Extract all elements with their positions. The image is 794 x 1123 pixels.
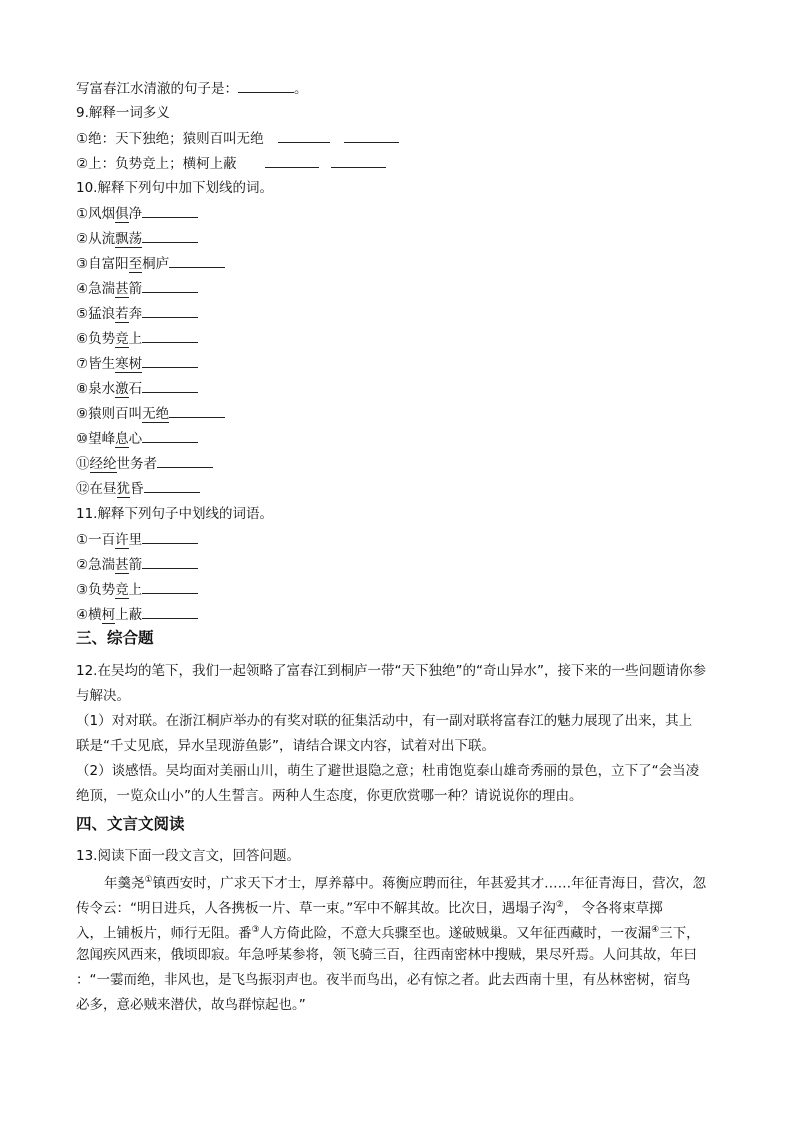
underlined-word: 柯: [101, 607, 116, 623]
item-text: ②上：负势竞上；横柯上蔽: [76, 156, 237, 172]
list-item: [76, 353, 198, 374]
question-13-intro: 13.阅读下面一段文言文，回答问题。: [76, 848, 300, 864]
answer-blank[interactable]: [142, 303, 198, 318]
item-suffix: 昏: [130, 481, 144, 497]
underlined-word: 甚: [115, 281, 129, 297]
list-item: [76, 228, 198, 249]
item-prefix: ③自富阳: [76, 256, 129, 272]
item-prefix: ④急湍: [76, 281, 116, 297]
list-item: [76, 579, 198, 600]
question-12-part-2-b: 绝顶，一览众山小”的人生誓言。两种人生态度，你更欣赏哪一种？请说说你的理由。: [76, 788, 583, 804]
list-item: [76, 328, 198, 349]
answer-blank[interactable]: [142, 604, 198, 619]
answer-blank[interactable]: [142, 554, 198, 569]
question-12-intro-2: 与解决。: [76, 688, 130, 704]
item-prefix: ⑪: [76, 456, 90, 472]
item-suffix: 桐庐: [142, 256, 170, 272]
passage-line-3: [76, 920, 700, 944]
list-item: [76, 554, 198, 575]
passage-text: 入，上铺板片，师行无阻。番: [76, 925, 252, 942]
footnote-marker: ③: [251, 925, 260, 935]
item-suffix: 净: [128, 206, 143, 222]
list-item: [76, 253, 225, 274]
item-prefix: ⑫在昼: [76, 481, 117, 497]
item-suffix: 上: [128, 331, 143, 347]
question-12-intro-1: 12.在吴均的笔下，我们一起领略了富春江到桐庐一带“天下独绝”的“奇山异水”，接下来的一些问题请你参: [76, 663, 706, 679]
question-9-item-1: [76, 128, 399, 149]
item-suffix: 箭: [128, 557, 143, 573]
item-suffix: 上蔽: [115, 607, 143, 623]
list-item: [76, 428, 198, 449]
footnote-marker: ②: [555, 900, 564, 910]
list-item: [76, 403, 225, 424]
underlined-word: 竞: [115, 331, 129, 347]
item-prefix: ⑩望峰: [76, 431, 116, 447]
question-12-part-1-a: （1）对对联。在浙江桐庐举办的有奖对联的征集活动中，有一副对联将富春江的魅力展现了出来，其上: [76, 713, 693, 729]
question-12-part-1-b: 联是“千丈见底，异水呈现游鱼影”，请结合课文内容，试着对出下联。: [76, 738, 495, 754]
underlined-word: 寒树: [115, 356, 143, 372]
underlined-word: 若: [115, 306, 129, 322]
list-item: [76, 478, 200, 499]
passage-text: 年羹尧: [104, 875, 145, 892]
section-heading-4: 四、文言文阅读: [76, 815, 185, 833]
item-prefix: ③负势: [76, 582, 116, 598]
item-prefix: ④横: [76, 607, 102, 623]
underlined-word: 激: [115, 381, 129, 397]
item-suffix: 上: [128, 582, 143, 598]
passage-line-2: [76, 895, 663, 919]
answer-blank[interactable]: [278, 128, 330, 143]
item-suffix: 奔: [128, 306, 143, 322]
answer-blank[interactable]: [142, 428, 198, 443]
answer-blank[interactable]: [157, 453, 213, 468]
answer-blank[interactable]: [238, 78, 294, 93]
list-item: [76, 203, 198, 224]
list-item: [76, 378, 198, 399]
footnote-marker: ①: [144, 875, 153, 885]
passage-text: 人方倚此险，不意大兵骤至也。遂破贼巢。又年征西藏时，一夜漏: [259, 925, 652, 942]
item-prefix: ②急湍: [76, 557, 116, 573]
prompt-text: 写富春江水清澈的句子是：: [76, 81, 238, 97]
item-prefix: ⑦皆生: [76, 356, 116, 372]
underlined-word: 无绝: [142, 406, 170, 422]
item-suffix: 箭: [128, 281, 143, 297]
list-item: [76, 529, 198, 550]
passage-line-4: 忽闻疾风西来，俄顷即寂。年急呼某参将，领飞骑三百，往西南密林中搜贼，果尽歼焉。人问其故，年曰: [76, 947, 697, 963]
item-suffix: 里: [128, 532, 143, 548]
item-prefix: ②从流: [76, 231, 116, 247]
passage-text: 镇西安时，广求天下才士，厚养幕中。蒋衡应聘而往，年甚爱其才……年征青海日，营次，忽: [152, 875, 707, 892]
item-suffix: 石: [128, 381, 143, 397]
list-item: [76, 453, 213, 474]
underlined-word: 许: [115, 532, 129, 548]
answer-blank[interactable]: [142, 529, 198, 544]
underlined-word: 犹: [116, 481, 130, 497]
item-prefix: ①风烟: [76, 206, 116, 222]
question-9-title: 9.解释一词多义: [76, 105, 170, 121]
answer-blank[interactable]: [142, 228, 198, 243]
underlined-word: 俱: [115, 206, 129, 222]
passage-line-1: [104, 870, 706, 894]
fill-line-clear-water: [76, 78, 308, 99]
answer-blank[interactable]: [265, 153, 319, 168]
question-9-item-2: [76, 153, 386, 174]
item-prefix: ⑧泉水: [76, 381, 116, 397]
answer-blank[interactable]: [169, 253, 225, 268]
underlined-word: 竞: [115, 582, 129, 598]
period: 。: [294, 81, 308, 97]
passage-line-6: 必多，意必贼来潜伏，故鸟群惊起也。”: [76, 997, 306, 1013]
answer-blank[interactable]: [144, 478, 200, 493]
answer-blank[interactable]: [142, 353, 198, 368]
answer-blank[interactable]: [344, 128, 399, 143]
question-10-title: 10.解释下列句中加下划线的词。: [76, 180, 273, 196]
item-text: ①绝：天下独绝；猿则百叫无绝: [76, 131, 264, 147]
item-prefix: ①一百: [76, 532, 116, 548]
answer-blank[interactable]: [142, 378, 198, 393]
item-prefix: ⑥负势: [76, 331, 116, 347]
passage-text: ， 令各将束草掷: [563, 900, 663, 917]
answer-blank[interactable]: [331, 153, 386, 168]
underlined-word: 至: [128, 256, 143, 272]
underlined-word: 息: [115, 431, 129, 447]
underlined-word: 飘荡: [115, 231, 143, 247]
passage-line-5: ：“一霎而绝，非风也，是飞鸟振羽声也。夜半而鸟出，必有惊之者。此去西南十里，有丛林密树，宿鸟: [76, 972, 691, 988]
passage-text: 传令云：“明日进兵，人各携板一片、草一束。”军中不解其故。比次日，遇塌子沟: [76, 900, 556, 917]
question-11-title: 11.解释下列句子中划线的词语。: [76, 506, 273, 522]
answer-blank[interactable]: [142, 278, 198, 293]
item-suffix: 世务者: [116, 456, 157, 472]
underlined-word: 经纶: [89, 456, 117, 472]
question-12-part-2-a: （2）谈感悟。吴均面对美丽山川，萌生了避世退隐之意；杜甫饱览泰山雄奇秀丽的景色，立下了“会当凌: [76, 763, 700, 779]
item-prefix: ⑨猿则百叫: [76, 406, 143, 422]
item-suffix: 心: [128, 431, 143, 447]
passage-text: 三下，: [659, 925, 700, 942]
answer-blank[interactable]: [142, 579, 198, 594]
list-item: [76, 278, 198, 299]
answer-blank[interactable]: [169, 403, 225, 418]
item-prefix: ⑤猛浪: [76, 306, 116, 322]
footnote-marker: ④: [651, 925, 660, 935]
list-item: [76, 303, 198, 324]
section-heading-3: 三、综合题: [76, 629, 154, 647]
answer-blank[interactable]: [142, 203, 198, 218]
list-item: [76, 604, 198, 625]
underlined-word: 甚: [115, 557, 129, 573]
answer-blank[interactable]: [142, 328, 198, 343]
